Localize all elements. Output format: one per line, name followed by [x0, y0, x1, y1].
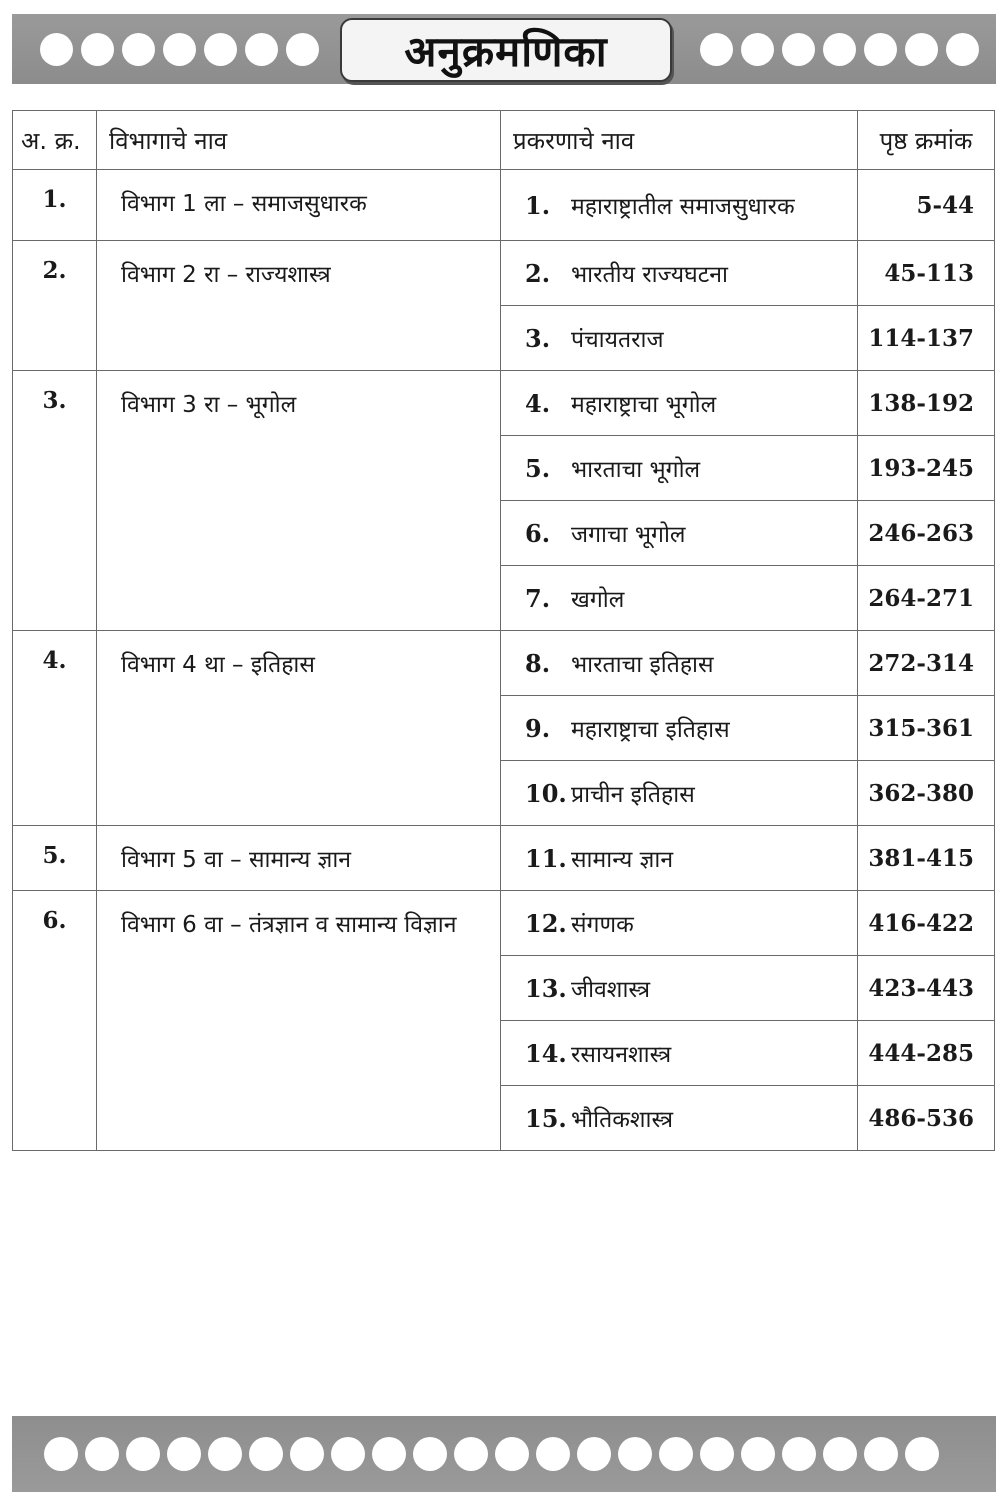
- chapter-cell: [501, 241, 858, 306]
- page-range: 381-415: [858, 826, 995, 891]
- page-range: 486-536: [858, 1086, 995, 1151]
- dot-icon: [167, 1437, 201, 1471]
- dot-icon: [249, 1437, 283, 1471]
- dot-icon: [700, 33, 733, 66]
- dot-icon: [126, 1437, 160, 1471]
- dot-icon: [413, 1437, 447, 1471]
- chapter-cell: [501, 1021, 858, 1086]
- section-serial: 2.: [13, 241, 97, 371]
- header-chapter-name: प्रकरणाचे नाव: [501, 111, 858, 170]
- decorative-dots-left: [40, 33, 319, 66]
- dot-icon: [905, 33, 938, 66]
- chapter-number: 15.: [525, 1104, 567, 1133]
- chapter-number: 6.: [525, 519, 551, 548]
- dot-icon: [905, 1437, 939, 1471]
- chapter-name: भौतिकशास्त्र: [571, 1107, 674, 1133]
- chapter-number: 4.: [525, 389, 551, 418]
- page-range: 272-314: [858, 631, 995, 696]
- dot-icon: [208, 1437, 242, 1471]
- section-serial: 1.: [13, 170, 97, 241]
- section-serial: 3.: [13, 371, 97, 631]
- section-name: विभाग 6 वा – तंत्रज्ञान व सामान्य विज्ञान: [97, 891, 501, 1151]
- page-range: 444-285: [858, 1021, 995, 1086]
- page-range: 138-192: [858, 371, 995, 436]
- section-serial: 6.: [13, 891, 97, 1151]
- dot-icon: [659, 1437, 693, 1471]
- dot-icon: [204, 33, 237, 66]
- dot-icon: [163, 33, 196, 66]
- chapter-number: 14.: [525, 1039, 567, 1068]
- dot-icon: [823, 1437, 857, 1471]
- chapter-cell: [501, 306, 858, 371]
- chapter-cell: [501, 371, 858, 436]
- page-title: अनुक्रमणिका: [404, 26, 608, 76]
- page-range: 45-113: [858, 241, 995, 306]
- section-serial: 4.: [13, 631, 97, 826]
- chapter-name: संगणक: [571, 912, 634, 938]
- dot-icon: [782, 33, 815, 66]
- dot-icon: [372, 1437, 406, 1471]
- section-name: विभाग 3 रा – भूगोल: [97, 371, 501, 631]
- chapter-number: 9.: [525, 714, 551, 743]
- decorative-dots-bottom: [44, 1437, 939, 1471]
- section-name: विभाग 1 ला – समाजसुधारक: [97, 170, 501, 241]
- chapter-number: 2.: [525, 259, 551, 288]
- page-range: 264-271: [858, 566, 995, 631]
- chapter-number: 8.: [525, 649, 551, 678]
- dot-icon: [245, 33, 278, 66]
- decorative-dots-right: [700, 33, 979, 66]
- table-row: [13, 371, 995, 436]
- chapter-name: महाराष्ट्राचा भूगोल: [571, 392, 717, 418]
- dot-icon: [864, 33, 897, 66]
- dot-icon: [286, 33, 319, 66]
- chapter-name: रसायनशास्त्र: [571, 1042, 672, 1068]
- chapter-cell: [501, 1086, 858, 1151]
- chapter-cell: [501, 826, 858, 891]
- chapter-cell: [501, 696, 858, 761]
- chapter-name: भारताचा इतिहास: [571, 652, 714, 678]
- chapter-number: 11.: [525, 844, 567, 873]
- chapter-cell: [501, 761, 858, 826]
- chapter-cell: [501, 170, 858, 241]
- page-range: 5-44: [858, 170, 995, 241]
- table-row: [13, 631, 995, 696]
- contents-table: [12, 110, 995, 1151]
- dot-icon: [741, 1437, 775, 1471]
- chapter-cell: [501, 501, 858, 566]
- table-row: [13, 241, 995, 306]
- header-page-number: पृष्ठ क्रमांक: [858, 111, 995, 170]
- page-range: 246-263: [858, 501, 995, 566]
- chapter-number: 13.: [525, 974, 567, 1003]
- chapter-cell: [501, 566, 858, 631]
- chapter-number: 1.: [525, 191, 551, 220]
- chapter-number: 5.: [525, 454, 551, 483]
- chapter-cell: [501, 891, 858, 956]
- chapter-name: महाराष्ट्रातील समाजसुधारक: [571, 194, 795, 220]
- chapter-number: 3.: [525, 324, 551, 353]
- dot-icon: [700, 1437, 734, 1471]
- dot-icon: [618, 1437, 652, 1471]
- section-serial: 5.: [13, 826, 97, 891]
- chapter-cell: [501, 956, 858, 1021]
- header-serial: अ. क्र.: [13, 111, 97, 170]
- chapter-name: भारतीय राज्यघटना: [571, 262, 729, 288]
- chapter-name: प्राचीन इतिहास: [571, 782, 695, 808]
- table-row: [13, 170, 995, 241]
- dot-icon: [946, 33, 979, 66]
- table-row: [13, 826, 995, 891]
- chapter-number: 7.: [525, 584, 551, 613]
- dot-icon: [864, 1437, 898, 1471]
- dot-icon: [122, 33, 155, 66]
- chapter-name: सामान्य ज्ञान: [571, 847, 674, 873]
- page-range: 416-422: [858, 891, 995, 956]
- chapter-number: 10.: [525, 779, 567, 808]
- dot-icon: [85, 1437, 119, 1471]
- page-range: 114-137: [858, 306, 995, 371]
- dot-icon: [823, 33, 856, 66]
- dot-icon: [81, 33, 114, 66]
- dot-icon: [577, 1437, 611, 1471]
- dot-icon: [536, 1437, 570, 1471]
- chapter-cell: [501, 631, 858, 696]
- page-range: 423-443: [858, 956, 995, 1021]
- dot-icon: [741, 33, 774, 66]
- section-name: विभाग 5 वा – सामान्य ज्ञान: [97, 826, 501, 891]
- table-row: [13, 891, 995, 956]
- page-title-box: [340, 18, 672, 82]
- dot-icon: [331, 1437, 365, 1471]
- table-header-row: [13, 111, 995, 170]
- chapter-name: महाराष्ट्राचा इतिहास: [571, 717, 730, 743]
- chapter-name: जगाचा भूगोल: [571, 522, 686, 548]
- chapter-cell: [501, 436, 858, 501]
- dot-icon: [44, 1437, 78, 1471]
- dot-icon: [40, 33, 73, 66]
- dot-icon: [782, 1437, 816, 1471]
- chapter-number: 12.: [525, 909, 567, 938]
- page-range: 362-380: [858, 761, 995, 826]
- section-name: विभाग 2 रा – राज्यशास्त्र: [97, 241, 501, 371]
- page-range: 193-245: [858, 436, 995, 501]
- section-name: विभाग 4 था – इतिहास: [97, 631, 501, 826]
- chapter-name: खगोल: [571, 587, 625, 613]
- chapter-name: पंचायतराज: [571, 327, 664, 353]
- page-range: 315-361: [858, 696, 995, 761]
- dot-icon: [290, 1437, 324, 1471]
- dot-icon: [495, 1437, 529, 1471]
- dot-icon: [454, 1437, 488, 1471]
- chapter-name: जीवशास्त्र: [571, 977, 651, 1003]
- chapter-name: भारताचा भूगोल: [571, 457, 701, 483]
- header-section-name: विभागाचे नाव: [97, 111, 501, 170]
